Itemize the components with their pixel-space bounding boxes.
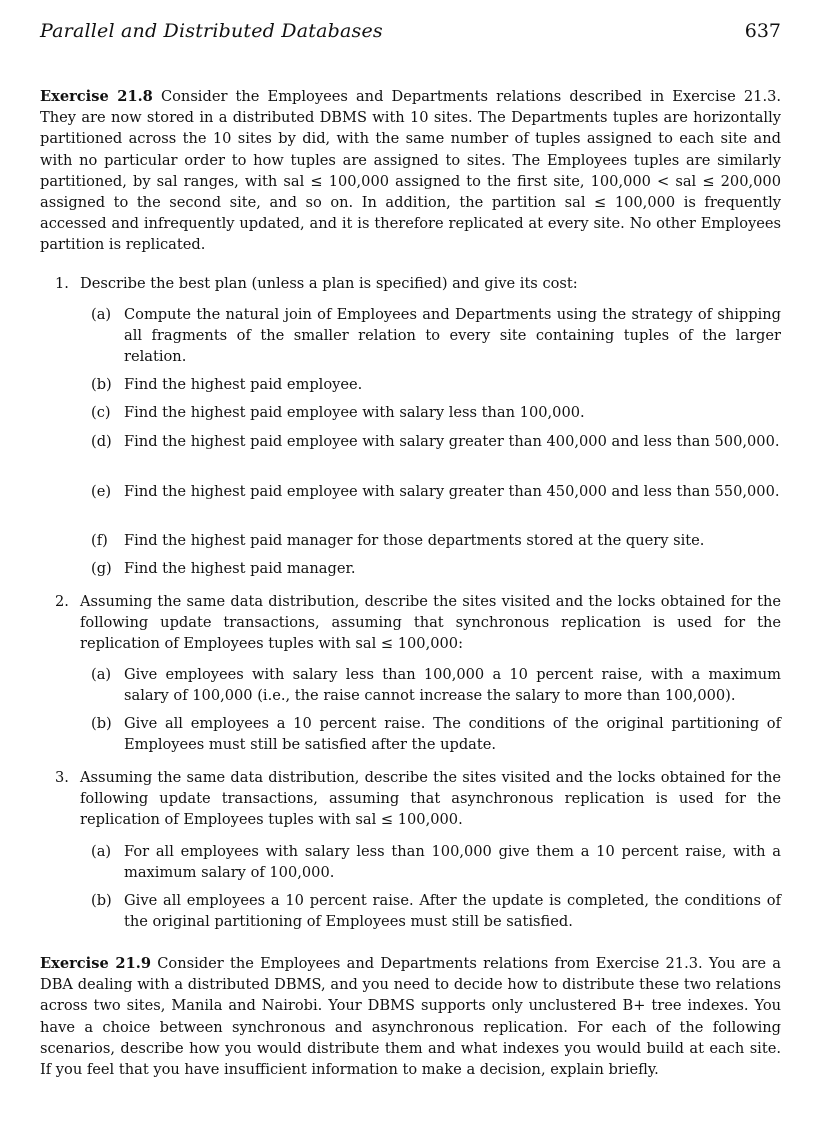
sub-list-item [40, 374, 781, 395]
item-text: Describe the best plan (unless a plan is specified) and give its cost: [80, 275, 578, 292]
sub-item-text: Give all employees a 10 percent raise. The conditions of the original partitioning of Employees must still be satisfied after the update. [124, 715, 781, 754]
sub-item-marker: (c) [91, 404, 111, 421]
exercise-21-8 [40, 86, 781, 256]
item-text: Assuming the same data distribution, describe the sites visited and the locks obtained for the following update transactions, assuming that asynchronous replication is used for the replication of Employees tuples with sal ≤ 100,000. [80, 769, 781, 829]
sub-item-text: Give all employees a 10 percent raise. After the update is completed, the conditions of the original partitioning of Employees must still be satisfied. [124, 892, 781, 931]
item-number: 2. [55, 593, 69, 610]
item-text: Assuming the same data distribution, describe the sites visited and the locks obtained for the following update transactions, assuming that synchronous replication is used for the replication of Employees tuples with sal ≤ 100,000: [80, 593, 781, 653]
exercise-21-9 [40, 953, 781, 1080]
exercise-label: Exercise 21.9 [40, 955, 151, 972]
sub-item-text: Find the highest paid employee with salary greater than 400,000 and less than 500,000. [124, 433, 780, 450]
exercise-text: Consider the Employees and Departments relations described in Exercise 21.3. They are now stored in a distributed DBMS with 10 sites. The Departments tuples are horizontally partitioned across the 10 sites by did, with the same number of tuples assigned to each site and with no particular order to how tuples are assigned to sites. The Employees tuples are similarly partitioned, by sal ranges, with sal ≤ 100,000 assigned to the first site, 100,000 < sal ≤ 200,000 assigned to the second site, and so on. In addition, the partition sal ≤ 100,000 is frequently accessed and infrequently updated, and it is therefore replicated at every site. No other Employees partition is replicated. [40, 88, 782, 254]
sub-item-marker: (a) [91, 843, 112, 860]
page-number: 637 [744, 20, 781, 42]
item-number: 1. [55, 275, 69, 292]
sub-item-marker: (d) [91, 433, 112, 450]
sub-item-marker: (g) [91, 560, 112, 577]
sub-list-item [40, 431, 781, 452]
sub-item-marker: (a) [91, 666, 112, 683]
running-title: Parallel and Distributed Databases [40, 20, 383, 42]
exercise-21-9-paragraph [40, 953, 781, 1080]
sub-item-text: Give employees with salary less than 100,000 a 10 percent raise, with a maximum salary of 100,000 (i.e., the raise cannot increase the salary to more than 100,000). [124, 666, 781, 705]
list-item [40, 767, 781, 831]
sub-item-text: For all employees with salary less than 100,000 give them a 10 percent raise, with a maximum salary of 100,000. [124, 843, 781, 882]
sub-item-marker: (b) [91, 715, 112, 732]
sub-list-item [40, 304, 781, 368]
exercise-label: Exercise 21.8 [40, 88, 153, 105]
sub-item-text: Find the highest paid manager. [124, 560, 356, 577]
sub-list-item [40, 558, 781, 579]
exercise-text: Consider the Employees and Departments relations from Exercise 21.3. You are a DBA dealing with a distributed DBMS, and you need to decide how to distribute these two relations across two sites, Manila and Nairobi. Your DBMS supports only unclustered B+ tree indexes. You have a choice between synchronous and asynchronous replication. For each of the following scenarios, describe how you would distribute them and what indexes you would build at each site. If you feel that you have insufficient information to make a decision, explain briefly. [40, 955, 781, 1079]
sub-item-marker: (b) [91, 376, 112, 393]
sub-item-text: Find the highest paid manager for those departments stored at the query site. [124, 532, 705, 549]
sub-list-item [40, 664, 781, 706]
sub-list-item [40, 530, 781, 551]
exercise-21-8-paragraph [40, 86, 781, 256]
sub-list-item [40, 481, 781, 502]
sub-list-item [40, 890, 781, 932]
list-item [40, 591, 781, 655]
sub-list-item [40, 841, 781, 883]
sub-item-text: Find the highest paid employee with salary less than 100,000. [124, 404, 585, 421]
sub-item-marker: (a) [91, 306, 112, 323]
sub-item-marker: (b) [91, 892, 112, 909]
sub-item-marker: (e) [91, 483, 112, 500]
list-item [40, 273, 781, 294]
item-number: 3. [55, 769, 69, 786]
running-header [40, 20, 781, 50]
sub-list-item [40, 402, 781, 423]
sub-list-item [40, 713, 781, 755]
sub-item-text: Find the highest paid employee with salary greater than 450,000 and less than 550,000. [124, 483, 780, 500]
sub-item-marker: (f) [91, 532, 108, 549]
sub-item-text: Compute the natural join of Employees and Departments using the strategy of shipping all fragments of the smaller relation to every site containing tuples of the larger relation. [124, 306, 781, 366]
sub-item-text: Find the highest paid employee. [124, 376, 363, 393]
